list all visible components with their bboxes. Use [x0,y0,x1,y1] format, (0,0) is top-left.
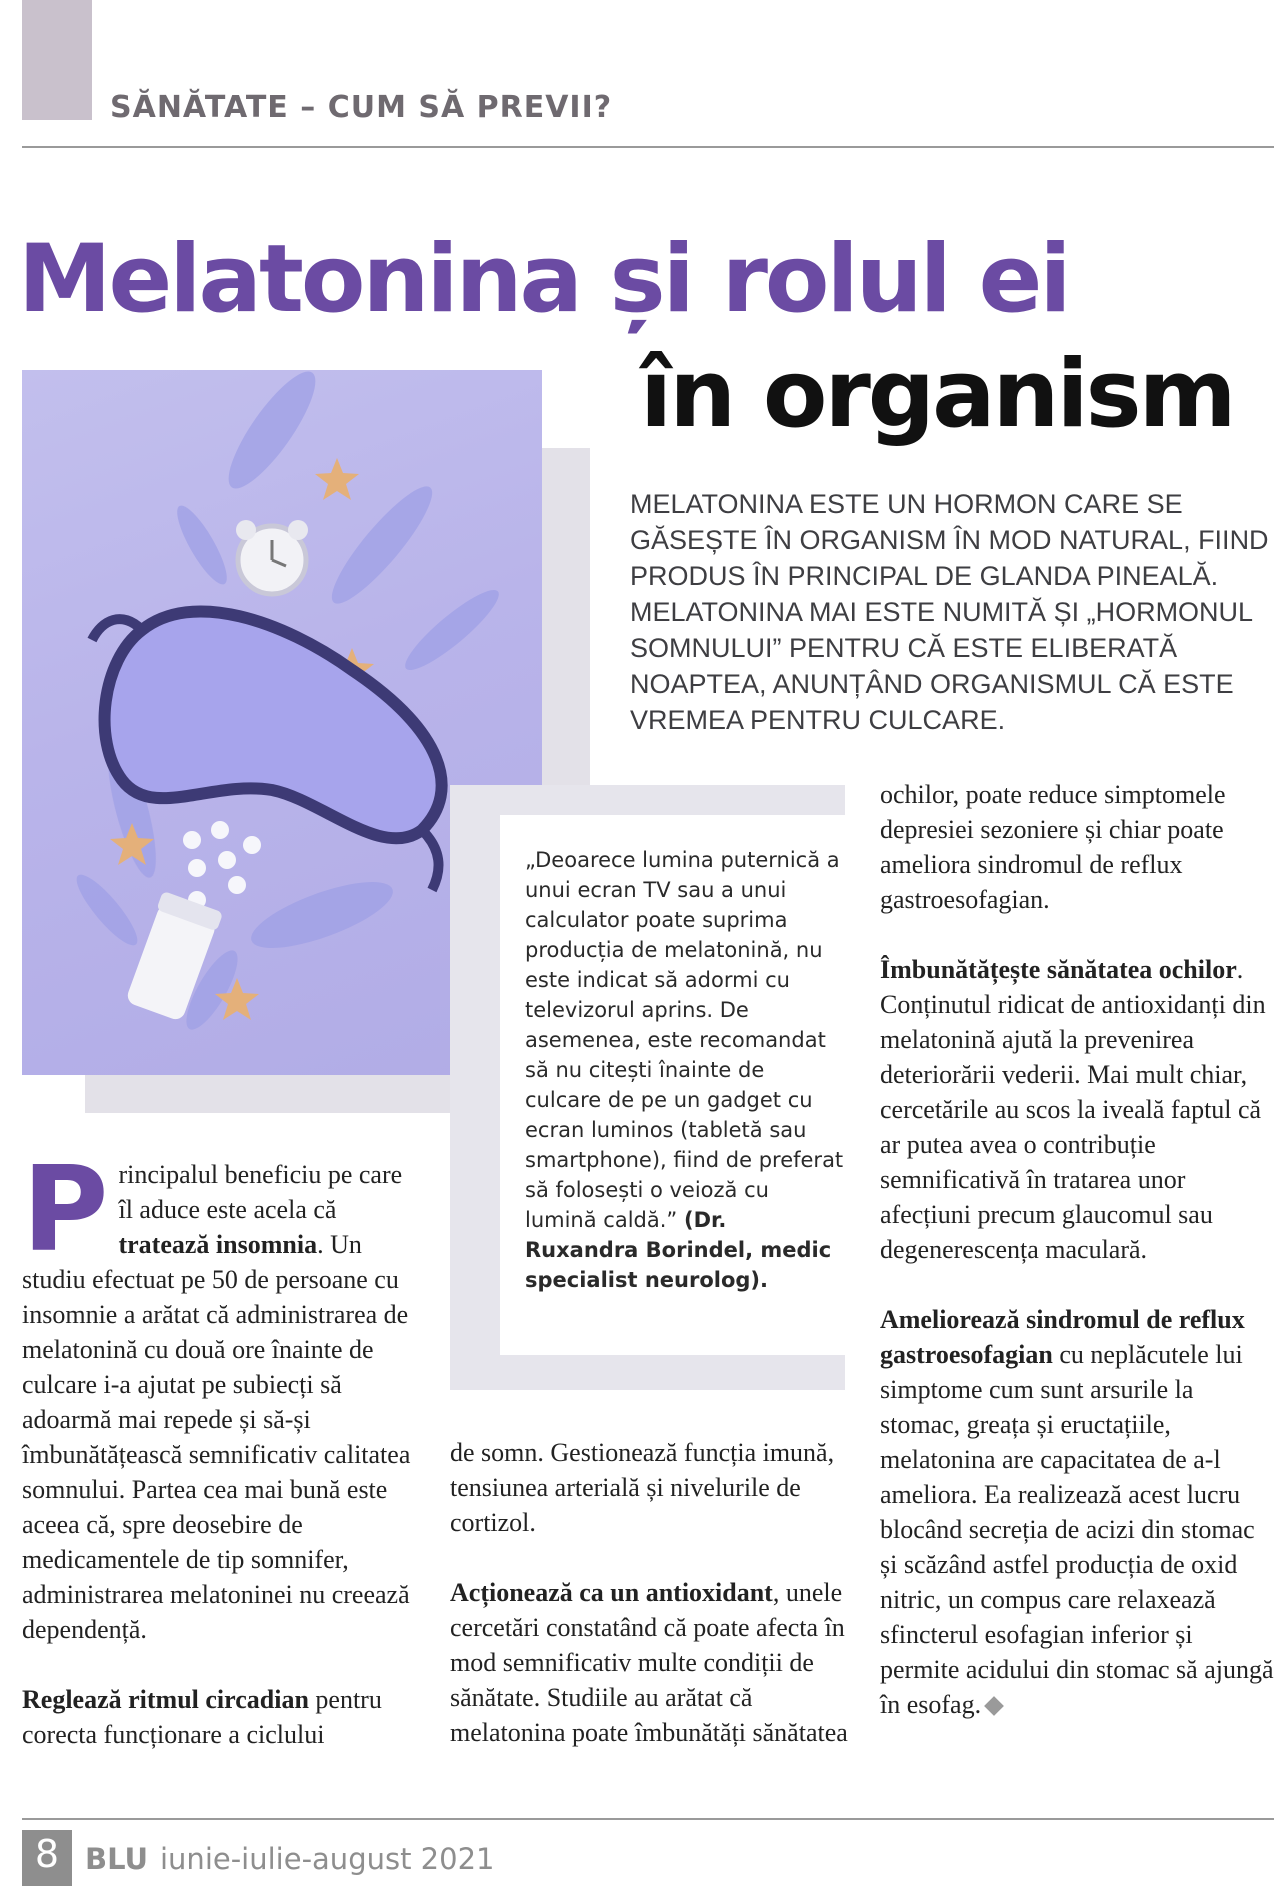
pills-decoration [183,821,261,909]
alarm-clock-icon [236,520,308,594]
paragraph-text: . Conținutul ridicat de antioxidanți din melatonină ajută la prevenirea deteriorării vederii. Mai mult chiar, cercetările au scos la iveală faptul că ar putea avea o contribuție semnificativă în tratarea unor afecțiuni precum glaucomul sau degenerescența maculară. [880,955,1266,1264]
text-column-middle [450,1435,850,1750]
article-title-line-1: Melatonina și rolul ei [18,225,1069,334]
paragraph-antioxidant [450,1575,850,1750]
paragraph-highlight: Reglează ritmul circadian [22,1685,309,1714]
section-tab-block [22,0,92,120]
quote-author-title: , medic specialist neurolog). [525,1238,832,1292]
page-number: 8 [34,1832,60,1876]
paragraph-insomnia [22,1140,417,1647]
paragraph-highlight: Îmbunătățește sănătatea ochilor [880,955,1237,984]
paragraph-text: pentru corecta funcționare a ciclului [22,1685,382,1749]
paragraph-text: , unele cercetări constatând că poate afecta în mod semnificativ multe condiții de sănătate. Studiile au arătat că melatonina poate îmbunătăți sănătatea [450,1578,848,1747]
sleep-mask [105,611,442,838]
top-divider [22,146,1274,148]
paragraph-circadian [22,1682,417,1752]
drop-cap: P [22,1140,109,1278]
paragraph-highlight: Acționează ca un antioxidant [450,1578,773,1607]
paragraph-highlight: Ameliorează sindromul de reflux gastroesofagian [880,1305,1245,1369]
bottom-divider [22,1818,1274,1820]
magazine-name: BLU [85,1842,149,1876]
paragraph-highlight: tratează insomnia [118,1230,318,1259]
paragraph-text: cu neplăcutele lui simptome cum sunt arsurile la stomac, greața și eructațiile, melatonina are capacitatea de a-l ameliora. Ea realizează acest lucru blocând secreția de acizi din stomac și scăzând astfel producția de oxid nitric, un compus care relaxează sfincterul esofagian inferior și permite acidului din stomac să ajungă în esofag. [880,1340,1274,1719]
paragraph-eyes-continued: ochilor, poate reduce simptomele depresiei sezoniere și chiar poate ameliora sindromul de reflux gastroesofagian. [880,780,1226,914]
section-label: SĂNĂTATE – CUM SĂ PREVII? [110,90,613,125]
issue-date: iunie-iulie-august 2021 [160,1842,495,1876]
article-intro: MELATONINA ESTE UN HORMON CARE SE GĂSEȘTE ÎN ORGANISM ÎN MOD NATURAL, FIIND PRODUS ÎN PRINCIPAL DE GLANDA PINEALĂ. MELATONINA MAI ESTE NUMITĂ ȘI „HORMONUL SOMNULUI” PENTRU CĂ ESTE ELIBERATĂ NOAPTEA, ANUNȚÂND ORGANISMUL CĂ ESTE VREMEA PENTRU CULCARE. [630,489,1269,735]
end-mark-icon [984,1696,1004,1716]
quote-author: (Dr. Ruxandra Borindel [525,1208,746,1262]
paragraph-eye-health [880,952,1275,1267]
paragraph-text: rincipalul beneficiu pe care îl aduce este acela că [118,1160,403,1224]
paragraph-reflux [880,1302,1275,1722]
paragraph-text: . Un studiu efectuat pe 50 de persoane cu insomnie a arătat că administrarea de melatonină cu două ore înainte de culcare i-a ajutat pe subiecți să adoarmă mai repede și să-și îmbunătățească semnificativ calitatea somnului. Partea cea mai bună este aceea că, spre deosebire de medicamentele de tip somnifer, administrarea melatoninei nu creează dependență. [22,1230,411,1644]
quote-body: „Deoarece lumina puternică a unui ecran TV sau a unui calculator poate suprima producția de melatonină, nu este indicat să adormi cu televizorul aprins. De asemenea, este recomandat să nu citești înainte de culcare de pe un gadget cu ecran luminos (tabletă sau smartphone), fiind de preferat să folosești o veioză cu lumină caldă.” [525,848,844,1232]
text-column-left [22,1140,417,1752]
text-column-right [880,777,1275,1722]
pull-quote [525,845,845,1295]
article-title-line-2: în organism [640,340,1234,449]
paragraph-sleep-continued: de somn. Gestionează funcția imună, tensiunea arterială și nivelurile de cortizol. [450,1438,835,1537]
